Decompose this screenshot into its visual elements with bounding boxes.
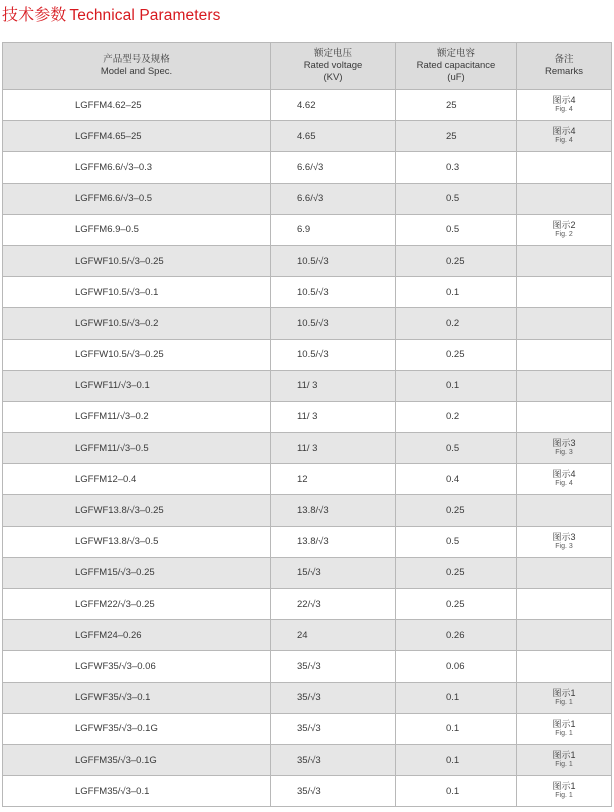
remark-cell [517,744,612,775]
voltage-cell: 35/√3 [271,744,396,775]
remark-cn: 图示4 [552,469,576,480]
voltage-cell: 10.5/√3 [271,339,396,370]
capacitance-cell: 0.2 [396,308,517,339]
voltage-cell: 6.9 [271,214,396,245]
remark-cell [517,495,612,526]
remark-cn: 图示1 [552,687,576,698]
capacitance-cell: 0.3 [396,152,517,183]
model-cell: LGFFM11/√3–0.5 [3,433,271,464]
model-cell: LGFFM12–0.4 [3,464,271,495]
remark-cell [517,90,612,121]
model-cell: LGFWF35/√3–0.1G [3,713,271,744]
remark-en: Fig. 1 [555,792,573,800]
remark-cn: 图示1 [552,781,576,792]
remark-cell [517,464,612,495]
capacitance-cell: 0.25 [396,339,517,370]
capacitance-cell: 0.25 [396,245,517,276]
model-cell: LGFFM24–0.26 [3,620,271,651]
capacitance-cell: 0.1 [396,713,517,744]
table-row [3,277,612,308]
capacitance-cell: 0.1 [396,744,517,775]
remark-cell [517,401,612,432]
capacitance-cell: 0.1 [396,682,517,713]
remark-en: Fig. 1 [555,729,573,737]
table-row [3,776,612,807]
remark-cell [517,682,612,713]
table-row [3,308,612,339]
remark-cell [517,776,612,807]
remark-cell [517,308,612,339]
remark-en: Fig. 1 [555,761,573,769]
model-cell: LGFFM4.62–25 [3,90,271,121]
remark-cell [517,277,612,308]
model-cell: LGFFM4.65–25 [3,121,271,152]
remark-en: Fig. 4 [555,480,573,488]
remark-en: Fig. 4 [555,106,573,114]
remark-cn: 图示3 [552,438,576,449]
remark-en: Fig. 1 [555,698,573,706]
header-remarks-en: Remarks [544,66,583,77]
voltage-cell: 6.6/√3 [271,183,396,214]
capacitance-cell: 0.26 [396,620,517,651]
remark-cell [517,152,612,183]
voltage-cell: 11/ 3 [271,370,396,401]
remark-cn: 图示4 [552,95,576,106]
remark-cell [517,245,612,276]
remark-cell [517,339,612,370]
table-row [3,90,612,121]
table-header [3,43,612,90]
header-model-cn: 产品型号及规格 [103,54,170,65]
parameters-table [2,42,612,807]
remark-cell [517,121,612,152]
capacitance-cell: 0.06 [396,651,517,682]
remark-cn: 图示4 [552,126,576,137]
model-cell: LGFFW10.5/√3–0.25 [3,339,271,370]
table-row [3,339,612,370]
remark-cell [517,557,612,588]
voltage-cell: 35/√3 [271,651,396,682]
page-title-en: Technical Parameters [69,7,221,24]
header-voltage-en: Rated voltage [303,60,363,71]
table-row [3,557,612,588]
model-cell: LGFFM6.9–0.5 [3,214,271,245]
header-capacitance-en: Rated capacitance [416,60,496,71]
header-voltage [271,43,396,90]
model-cell: LGFWF13.8/√3–0.5 [3,526,271,557]
remark-en: Fig. 2 [555,230,573,238]
capacitance-cell: 0.5 [396,526,517,557]
capacitance-cell: 0.5 [396,183,517,214]
page-title-cn: 技术参数 [2,7,67,24]
capacitance-cell: 25 [396,121,517,152]
voltage-cell: 13.8/√3 [271,495,396,526]
remark-cell [517,620,612,651]
table-row [3,152,612,183]
voltage-cell: 12 [271,464,396,495]
header-voltage-unit: (KV) [323,72,343,83]
remark-cell [517,183,612,214]
table-row [3,589,612,620]
header-capacitance-cn: 额定电容 [436,48,475,59]
header-model [3,43,271,90]
remark-cn: 图示2 [552,219,576,230]
model-cell: LGFFM35/√3–0.1 [3,776,271,807]
model-cell: LGFWF11/√3–0.1 [3,370,271,401]
table-row [3,401,612,432]
table-row [3,526,612,557]
voltage-cell: 6.6/√3 [271,152,396,183]
remark-cn: 图示1 [552,750,576,761]
remark-en: Fig. 3 [555,449,573,457]
voltage-cell: 11/ 3 [271,433,396,464]
capacitance-cell: 0.5 [396,433,517,464]
remark-cn: 图示1 [552,718,576,729]
table-row [3,495,612,526]
table-row [3,183,612,214]
table-row [3,121,612,152]
capacitance-cell: 0.2 [396,401,517,432]
header-capacitance-unit: (uF) [447,72,465,83]
capacitance-cell: 25 [396,90,517,121]
remark-cell [517,526,612,557]
table-row [3,245,612,276]
voltage-cell: 10.5/√3 [271,308,396,339]
page-title [2,2,220,24]
voltage-cell: 10.5/√3 [271,245,396,276]
model-cell: LGFWF35/√3–0.06 [3,651,271,682]
capacitance-cell: 0.1 [396,776,517,807]
model-cell: LGFWF10.5/√3–0.25 [3,245,271,276]
remark-cell [517,214,612,245]
model-cell: LGFFM35/√3–0.1G [3,744,271,775]
table-body [3,90,612,807]
voltage-cell: 22/√3 [271,589,396,620]
voltage-cell: 10.5/√3 [271,277,396,308]
voltage-cell: 35/√3 [271,713,396,744]
voltage-cell: 4.65 [271,121,396,152]
model-cell: LGFWF35/√3–0.1 [3,682,271,713]
remark-en: Fig. 4 [555,137,573,145]
header-remarks-cn: 备注 [554,54,574,65]
table-row [3,620,612,651]
remark-cell [517,433,612,464]
model-cell: LGFWF10.5/√3–0.1 [3,277,271,308]
header-capacitance [396,43,517,90]
capacitance-cell: 0.1 [396,370,517,401]
capacitance-cell: 0.5 [396,214,517,245]
header-remarks [517,43,612,90]
remark-cell [517,713,612,744]
table-row [3,713,612,744]
model-cell: LGFFM6.6/√3–0.3 [3,152,271,183]
remark-en: Fig. 3 [555,542,573,550]
model-cell: LGFFM6.6/√3–0.5 [3,183,271,214]
voltage-cell: 13.8/√3 [271,526,396,557]
table-row [3,744,612,775]
model-cell: LGFWF10.5/√3–0.2 [3,308,271,339]
table-row [3,682,612,713]
table-row [3,651,612,682]
voltage-cell: 4.62 [271,90,396,121]
capacitance-cell: 0.25 [396,495,517,526]
header-voltage-cn: 额定电压 [313,48,352,59]
voltage-cell: 15/√3 [271,557,396,588]
voltage-cell: 35/√3 [271,682,396,713]
remark-cell [517,589,612,620]
table-row [3,214,612,245]
model-cell: LGFFM11/√3–0.2 [3,401,271,432]
capacitance-cell: 0.4 [396,464,517,495]
table-row [3,370,612,401]
voltage-cell: 35/√3 [271,776,396,807]
model-cell: LGFFM15/√3–0.25 [3,557,271,588]
model-cell: LGFWF13.8/√3–0.25 [3,495,271,526]
table-row [3,464,612,495]
header-row [3,43,612,90]
remark-cn: 图示3 [552,531,576,542]
header-model-en: Model and Spec. [100,66,173,77]
model-cell: LGFFM22/√3–0.25 [3,589,271,620]
table-row [3,433,612,464]
remark-cell [517,370,612,401]
voltage-cell: 24 [271,620,396,651]
capacitance-cell: 0.1 [396,277,517,308]
voltage-cell: 11/ 3 [271,401,396,432]
remark-cell [517,651,612,682]
capacitance-cell: 0.25 [396,589,517,620]
capacitance-cell: 0.25 [396,557,517,588]
